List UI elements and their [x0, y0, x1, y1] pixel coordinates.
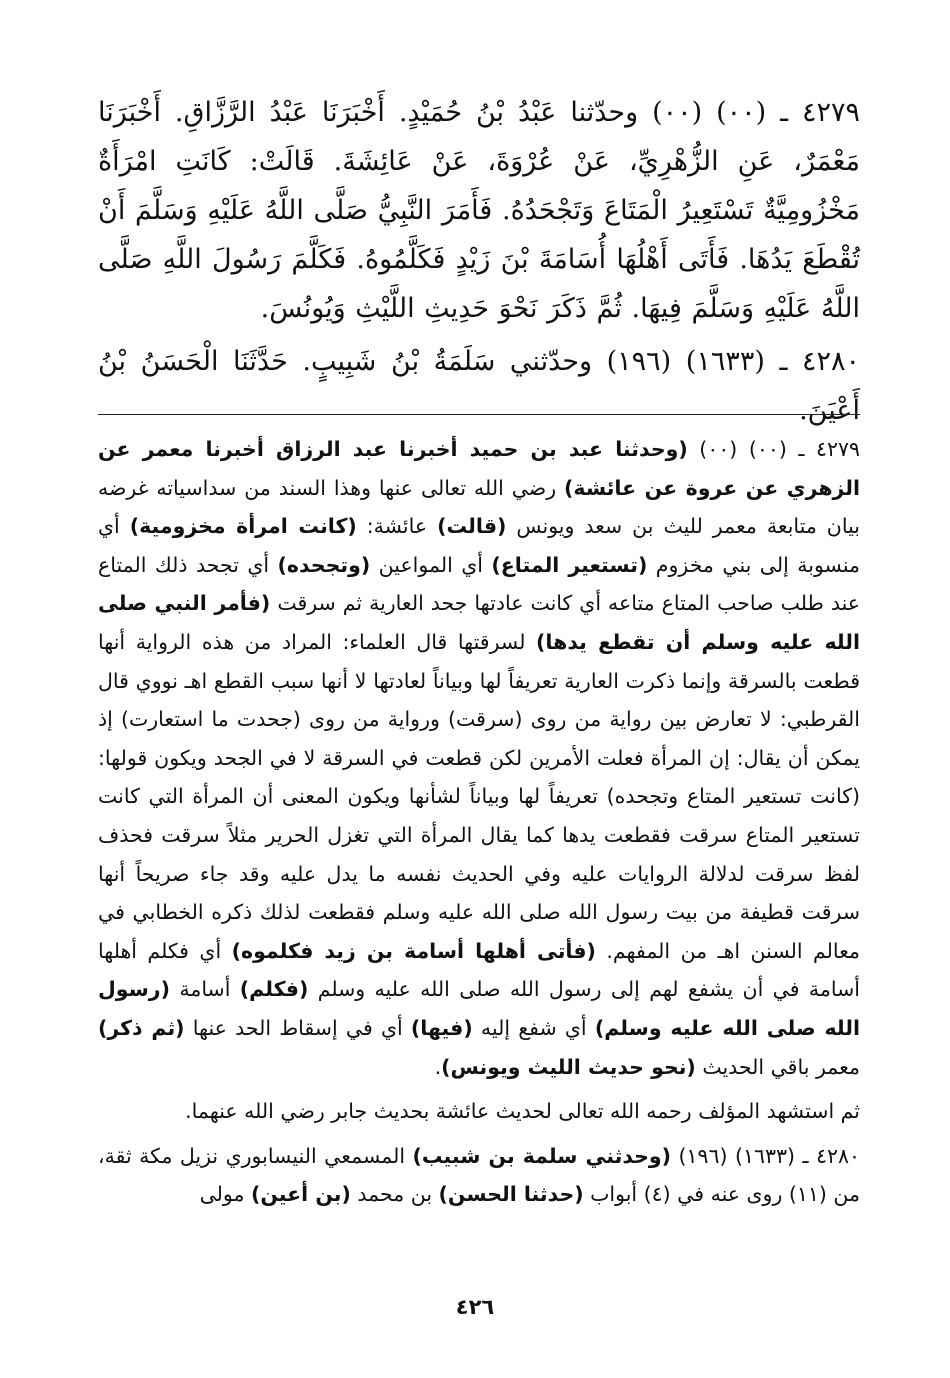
commentary-text: معمر باقي الحديث [695, 1054, 860, 1079]
hadith-text-block [98, 88, 860, 435]
commentary-text: مولى [199, 1182, 251, 1207]
commentary-text: أي فكلم أهلها أسامة في أن يشفع لهم إلى رسول الله صلى الله عليه وسلم [98, 938, 860, 1002]
commentary-quote: (ثم ذكر) [98, 1015, 185, 1040]
commentary-4279 [98, 430, 860, 1086]
commentary-text: رضي الله تعالى عنها وهذا السند من سداسياته غرضه بيان متابعة معمر لليث بن سعد ويونس [98, 475, 860, 539]
commentary-quote: (رسول الله صلى الله عليه وسلم) [98, 977, 861, 1040]
commentary-quote: (فأمر النبي صلى الله عليه وسلم أن تقطع يدها) [98, 591, 860, 654]
page-number: ٤٢٦ [455, 1295, 495, 1319]
hadith-4280: ٤٢٨٠ ـ (١٦٣٣) (١٩٦) وحدّثني سَلَمَةُ بْنُ شَبِيبٍ. حَدَّثَنَا الْحَسَنُ بْنُ أَعْيَنَ. [98, 346, 860, 426]
commentary-quote: (بن أعين) [250, 1182, 351, 1207]
commentary-text: ٤٢٧٩ ـ (٠٠) (٠٠) [687, 437, 861, 461]
commentary-quote: (قالت) [437, 514, 507, 539]
commentary-text: بن محمد [350, 1182, 439, 1207]
commentary-text: عائشة: [356, 514, 438, 539]
commentary-quote: (وحدثني سلمة بن شبيب) [412, 1143, 672, 1168]
commentary-quote: (فأتى أهلها أسامة بن زيد فكلموه) [231, 938, 596, 963]
commentary-quote: (وتجحده) [277, 552, 371, 577]
commentary-quote: (فكلم) [239, 977, 309, 1002]
commentary-quote: (نحو حديث الليث ويونس) [441, 1054, 696, 1079]
commentary-quote: (وحدثنا عبد بن حميد أخبرنا عبد الرزاق أخبرنا معمر عن الزهري عن عروة عن عائشة) [98, 437, 861, 500]
commentary-text: المسمعي النيسابوري نزيل مكة ثقة، من (١١) روى عنه في (٤) أبواب [98, 1143, 860, 1207]
commentary-text: أي منسوبة إلى بني مخزوم [98, 514, 860, 577]
separator-line [98, 414, 860, 415]
commentary-text: أي تجحد ذلك المتاع عند طلب صاحب المتاع متاعه أي كانت عادتها جحد العارية ثم سرقت [98, 552, 861, 616]
commentary-text: ٤٢٨٠ ـ (١٦٣٣) (١٩٦) [671, 1143, 860, 1168]
commentary-text: أسامة [169, 977, 240, 1002]
commentary-transition: ثم استشهد المؤلف رحمه الله تعالى لحديث عائشة بحديث جابر رضي الله عنهما. [185, 1099, 860, 1124]
commentary-text: لسرقتها قال العلماء: المراد من هذه الرواية أنها قطعت بالسرقة وإنما ذكرت العارية تعريفاً لها وبياناً لعادتها لا أنها سبب القطع اهـ نووي قال القرطبي: لا تعارض بين رواية من روى (سرقت) ورواية من روى (جحدت ما استعارت) إذ يمكن أن يقال: إن المرأة فعلت الأمرين لكن قطعت في السرقة لا في الجحد ويكون قولها: (كانت تستعير المتاع وتجحده) تعريفاً لها وبياناً لشأنها ويكون المعنى أن المرأة التي كانت تستعير المتاع سرقت فقطعت يدها كما يقال المرأة التي تغزل الحرير مثلاً سرقت فحذف لفظ سرقت لدلالة الروايات عليه وفي الحديث نفسه ما يدل عليه وقد جاء صريحاً أنها سرقت قطيفة من بيت رسول الله صلى الله عليه وسلم فقطعت لذلك ذكره الخطابي في معالم السنن اهـ من المفهم. [98, 629, 860, 963]
commentary-text: أي في إسقاط الحد عنها [184, 1015, 411, 1040]
commentary-quote: (فيها) [410, 1015, 473, 1040]
hadith-matn [98, 88, 860, 435]
commentary-text: أي المواعين [370, 552, 492, 577]
commentary-text: أي شفع إليه [472, 1015, 595, 1040]
commentary-quote: (تستعير المتاع) [491, 552, 648, 577]
hadith-4279: ٤٢٧٩ ـ (٠٠) (٠٠) وحدّثنا عَبْدُ بْنُ حُمَيْدٍ. أَخْبَرَنَا عَبْدُ الرَّزَّاقِ. أَخْبَرَنَا مَعْمَرٌ، عَنِ الزُّهْرِيِّ، عَنْ عُرْوَةَ، عَنْ عَائِشَةَ. قَالَتْ: كَانَتِ امْرَأَةٌ مَخْزُومِيَّةٌ تَسْتَعِيرُ الْمَتَاعَ وَتَجْحَدُهُ. فَأَمَرَ النَّبِيُّ صَلَّى اللَّهُ عَلَيْهِ وَسَلَّمَ أَنْ تُقْطَعَ يَدُهَا. فَأَتَى أَهْلُهَا أُسَامَةَ بْنَ زَيْدٍ فَكَلَّمُوهُ. فَكَلَّمَ رَسُولَ اللَّهِ صَلَّى اللَّهُ عَلَيْهِ وَسَلَّمَ فِيهَا. ثُمَّ ذَكَرَ نَحْوَ حَدِيثِ اللَّيْثِ وَيُونُسَ. [98, 97, 860, 324]
commentary-4280 [98, 1137, 860, 1214]
commentary-block [98, 430, 860, 1214]
commentary-text: . [434, 1054, 442, 1079]
commentary-quote: (حدثنا الحسن) [438, 1182, 584, 1207]
commentary-quote: (كانت امرأة مخزومية) [129, 514, 357, 539]
